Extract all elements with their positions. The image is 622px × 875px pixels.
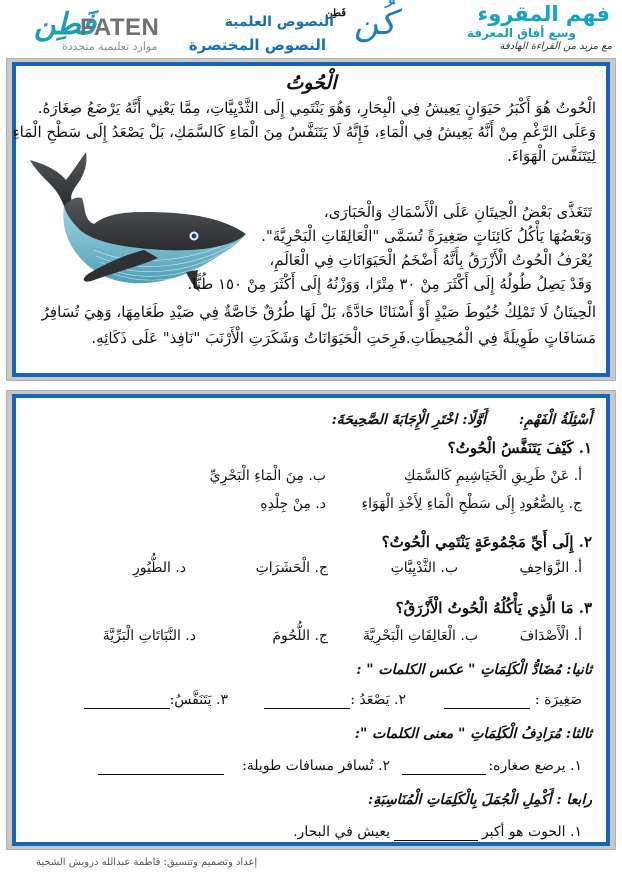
story-line: وَعَلَى الرَّغْمِ مِنْ أَنَّهُ يَعِيشُ فِي الْمَاءِ، فَإِنَّهُ لَا يَتَنَفَّسُ مِنَ الْمَاءِ كَالسَّمَكِ، بَلْ يَصْعَدُ إِلَى سَطْحِ الْمَاءِ [12,123,596,141]
synonym-1-blank[interactable] [402,774,486,775]
q3-option-b[interactable]: ب. الْعَالِقَاتِ الْبَحْرِيَّةَ [362,628,478,644]
questions-section-label: أَسْئِلَةُ الْفَهْمِ: [518,412,592,428]
q1-option-d[interactable]: د. مِنْ جِلْدِهِ [260,496,326,512]
part1-title: أَوَّلًا: اخْتَرِ الْإِجَابَةَ الصَّحِيحَةَ: [331,412,486,428]
antonym-1-label: صَغِيرَة : [534,692,582,708]
program-title-block [406,2,616,56]
story-line: وَقَدْ يَصِلُ طُولُهُ إِلَى أَكْثَرَ مِنْ ٣٠ مِتْرًا، وَوَزْنُهُ إِلَى أَكْثَرَ مِنْ ١٥٠ طُنًّا. [187,275,592,293]
faten-calligraphy-logo: فَطِن [34,7,96,42]
q3-option-c[interactable]: ج. اللُّحُومَ [272,628,328,644]
story-line: الْحِيتَانُ لَا تَمْلِكُ خُيُوطَ صَيْدٍ أَوْ أَسْنَانًا حَادَّةً، بَلْ لَهَا طُرُقٌ خَاصَّةٌ فِي صَيْدِ طَعَامِهَا، وَهِيَ تُسَافِرُ [41,303,596,321]
questions-panel [12,394,610,846]
program-title: فهم المقروء [477,2,610,26]
story-title: الْحُوتُ [285,72,337,94]
antonym-1-blank[interactable] [444,708,530,709]
faten-logo [22,4,202,56]
completion-1-after: يعيش في البحار. [293,824,390,840]
synonym-2-blank[interactable] [98,774,224,775]
page-header [0,0,622,58]
part2-title: ثانيا: مُضَادُّ الْكَلِمَاتِ " عكس الكلمات " : [356,662,592,678]
q2-option-c[interactable]: ج. الْحَشَرَاتِ [255,560,328,576]
synonym-1-label: ١. يرضع صغاره: [488,758,582,774]
part4-title: رابعا : أَكْمِلِ الْجُمَلَ بِالْكَلِمَاتِ الْمُنَاسِبَةِ: [368,792,592,808]
q2-option-a[interactable]: أ. الزَّوَاحِفِ [519,560,582,576]
story-line: وَبَعْضُهَا يَأْكُلُ كَائِنَاتٍ صَغِيرَةً تُسَمَّى "الْعَالِقَاتِ الْبَحْرِيَّةَ". [261,227,592,245]
q1-option-c[interactable]: ج. بِالصُّعُودِ إِلَى سَطْحِ الْمَاءِ لِأَخْذِ الْهَوَاءِ [361,496,582,512]
question-1-stem: ١. كَيْفَ يَتَنَفَّسُ الْحُوتُ؟ [447,439,592,457]
q2-option-d[interactable]: د. الطُّيُورِ [133,560,186,576]
antonym-3-blank[interactable] [84,708,170,709]
series-line-1: النصوص العلمية [224,14,334,30]
part3-title: ثالثا: مُرَادِفُ الْكَلِمَاتِ " معنى الكلمات ": [354,726,592,742]
program-subtitle: وسع أفاق المعرفة [466,26,576,40]
q3-option-d[interactable]: د. النَّبَاتَاتِ الْبَرِّيَّةَ [102,628,196,644]
q2-option-b[interactable]: ب. الثَّدْيِيَّاتِ [390,560,458,576]
q1-option-a[interactable]: أ. عَنْ طَرِيقِ الْخَيَاشِيمِ كَالسَّمَكِ [403,468,582,484]
completion-1-blank[interactable] [394,840,478,841]
faten-small-mark: فَطِن [325,8,346,19]
synonym-2-label: ٢. تُسافر مسافات طويلة: [242,758,390,774]
story-line: يُعْرَفُ الْحُوتُ الْأَزْرَقُ بِأَنَّهُ أَضْخَمُ الْحَيَوَانَاتِ فِي الْعَالَمِ، [269,251,592,269]
antonym-2-label: ٢. يَصْعَدُ : [350,692,406,708]
series-line-2: النصوص المختصرة [188,36,326,54]
story-line: مَسَافَاتٍ طَوِيلَةً فِي الْمُحِيطَاتِ.فَرِحَتِ الْحَيَوَانَاتُ وَشَكَرَتِ الْأَرْنَبَ "نَافِذ" عَلَى ذَكَائِهِ. [91,329,596,347]
story-line: تَتَغَذَّى بَعْضُ الْحِيتَانِ عَلَى الْأَسْمَاكِ وَالْحَبَارَى، [323,203,592,221]
q1-option-b[interactable]: ب. مِنَ الْمَاءِ الْبَحْرِيِّ [209,468,326,484]
kun-calligraphy: كُن [353,3,396,43]
question-3-stem: ٣. مَا الَّذِي يَأْكُلُهُ الْحُوتُ الْأَزْرَقُ؟ [395,599,592,617]
antonym-2-blank[interactable] [264,708,350,709]
footer-credit: إعداد وتصميم وتنسيق: فاطمة عبدالله درويش الشحية [36,857,258,868]
faten-wordmark: FATEN [80,14,160,41]
story-panel [12,62,610,377]
story-line: لِيَتَنَفَّسَ الْهَوَاءَ. [506,147,596,165]
story-line: الْحُوتُ هُوَ أَكْبَرُ حَيَوَانٍ يَعِيشُ فِي الْبِحَارِ، وَهُوَ يَنْتَمِي إِلَى الثَّدْيِيَّاتِ، مِمَّا يَعْنِي أَنَّهُ يَرْضَعُ صِغَارَهُ. [37,99,596,117]
antonym-3-label: ٣. يَتَنَفَّسُ: [169,692,228,708]
program-note: مع مزيد من القراءة الهادفة [499,41,612,52]
completion-1-before: ١. الحوت هو أكبر [481,824,582,840]
q3-option-a[interactable]: أ. الْأَصْدَافَ [519,628,582,644]
faten-tagline: موارد تعليمية متجددة [62,40,158,53]
series-title-block [188,3,396,56]
question-2-stem: ٢. إِلَى أَيِّ مَجْمُوعَةٍ يَنْتَمِي الْحُوتُ؟ [381,533,592,551]
